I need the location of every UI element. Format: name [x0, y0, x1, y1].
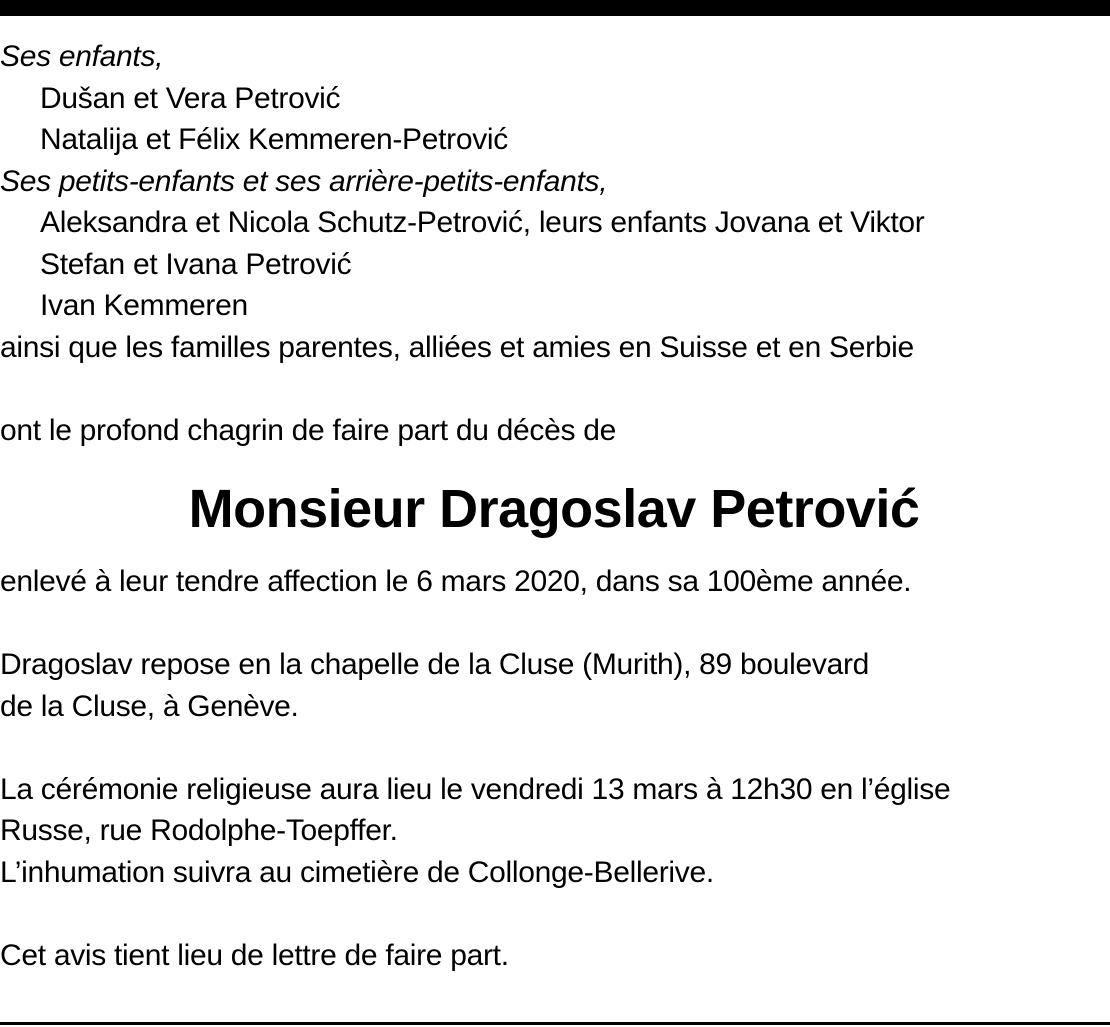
relatives-line: ainsi que les familles parentes, alliées et amies en Suisse et en Serbie — [0, 330, 914, 364]
passing-line: enlevé à leur tendre affection le 6 mars 2020, dans sa 100ème année. — [0, 565, 912, 598]
deceased-name: Monsieur Dragoslav Petrović — [188, 479, 920, 539]
burial-line: L’inhumation suivra au cimetière de Collonge-Bellerive. — [0, 855, 714, 889]
grandchild-entry: Ivan Kemmeren — [40, 289, 248, 322]
ceremony-line: La cérémonie religieuse aura lieu le vendredi 13 mars à 12h30 en l’église — [0, 772, 951, 806]
child-entry: Dušan et Vera Petrović — [40, 81, 341, 115]
grandchildren-heading: Ses petits-enfants et ses arrière-petits-enfants, — [0, 164, 608, 198]
bottom-rule — [0, 1022, 1110, 1025]
child-entry: Natalija et Félix Kemmeren-Petrović — [40, 123, 508, 156]
spacer — [0, 603, 1108, 645]
spacer — [0, 368, 1108, 410]
obituary-notice — [0, 36, 1108, 976]
grandchild-entry: Stefan et Ivana Petrović — [40, 247, 352, 281]
spacer — [0, 893, 1108, 935]
repose-line: Dragoslav repose en la chapelle de la Cluse (Murith), 89 boulevard — [0, 648, 870, 681]
ceremony-line: Russe, rue Rodolphe-Toepffer. — [0, 814, 398, 847]
closing-line: Cet avis tient lieu de lettre de faire part. — [0, 938, 509, 972]
top-rule — [0, 0, 1110, 16]
grandchild-entry: Aleksandra et Nicola Schutz-Petrović, leurs enfants Jovana et Viktor — [40, 206, 925, 239]
spacer — [0, 727, 1108, 769]
repose-line: de la Cluse, à Genève. — [0, 689, 299, 723]
announcement-line: ont le profond chagrin de faire part du décès de — [0, 413, 617, 447]
children-heading: Ses enfants, — [0, 40, 164, 73]
